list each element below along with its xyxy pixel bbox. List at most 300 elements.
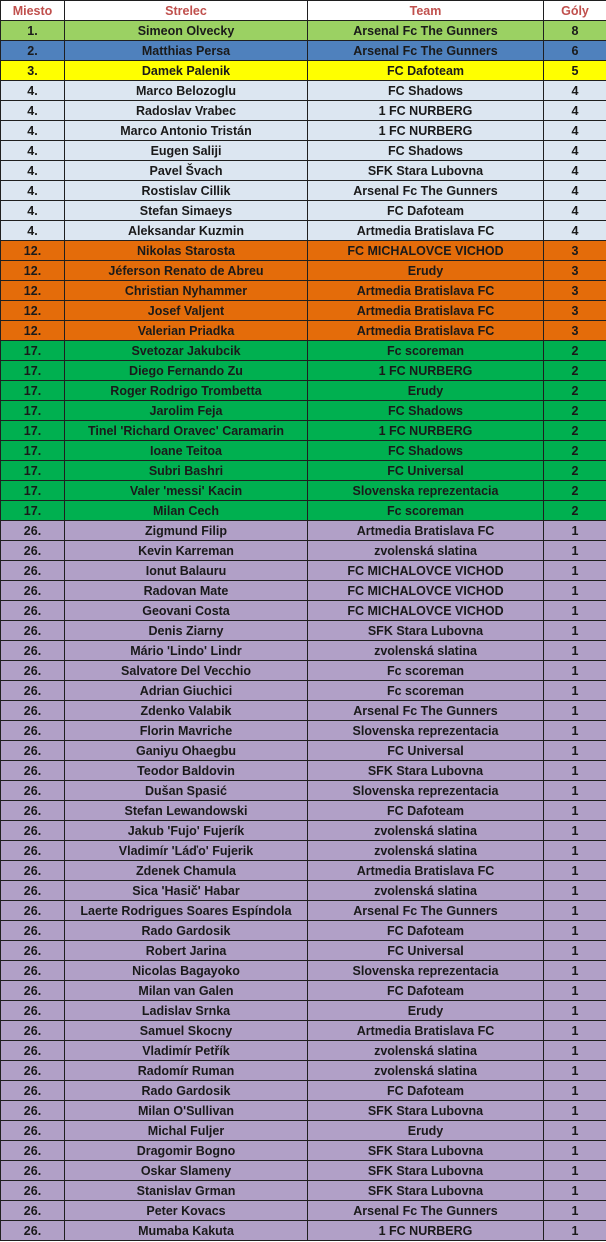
team-cell: FC Dafoteam	[308, 61, 544, 81]
goals-cell: 1	[544, 721, 606, 741]
team-cell: Arsenal Fc The Gunners	[308, 181, 544, 201]
scorer-name-cell: Valer 'messi' Kacin	[65, 481, 308, 501]
table-row	[1, 301, 606, 321]
table-row	[1, 881, 606, 901]
team-cell: Fc scoreman	[308, 661, 544, 681]
table-row	[1, 941, 606, 961]
goals-cell: 1	[544, 1141, 606, 1161]
scorer-name-cell: Subri Bashri	[65, 461, 308, 481]
goals-cell: 2	[544, 401, 606, 421]
goals-cell: 4	[544, 221, 606, 241]
scorer-name-cell: Geovani Costa	[65, 601, 308, 621]
team-cell: Arsenal Fc The Gunners	[308, 701, 544, 721]
goals-cell: 3	[544, 301, 606, 321]
table-row	[1, 841, 606, 861]
table-row	[1, 41, 606, 61]
table-row	[1, 361, 606, 381]
rank-cell: 26.	[1, 1061, 65, 1081]
rank-cell: 26.	[1, 741, 65, 761]
scorer-name-cell: Simeon Olvecky	[65, 21, 308, 41]
team-cell: FC MICHALOVCE VICHOD	[308, 601, 544, 621]
rank-cell: 4.	[1, 121, 65, 141]
goals-cell: 1	[544, 801, 606, 821]
team-cell: 1 FC NURBERG	[308, 361, 544, 381]
table-row	[1, 601, 606, 621]
goals-cell: 1	[544, 541, 606, 561]
table-row	[1, 701, 606, 721]
team-cell: Fc scoreman	[308, 501, 544, 521]
scorer-name-cell: Pavel Švach	[65, 161, 308, 181]
scorer-name-cell: Radoslav Vrabec	[65, 101, 308, 121]
goals-cell: 1	[544, 641, 606, 661]
scorer-name-cell: Roger Rodrigo Trombetta	[65, 381, 308, 401]
goals-cell: 3	[544, 241, 606, 261]
scorer-name-cell: Eugen Saliji	[65, 141, 308, 161]
goals-cell: 1	[544, 861, 606, 881]
rank-cell: 17.	[1, 501, 65, 521]
scorer-name-cell: Rado Gardosik	[65, 921, 308, 941]
table-row	[1, 1201, 606, 1221]
rank-cell: 26.	[1, 681, 65, 701]
rank-cell: 26.	[1, 1101, 65, 1121]
header-scorer: Strelec	[65, 1, 308, 21]
scorer-name-cell: Vladimír 'Láďo' Fujerik	[65, 841, 308, 861]
scorer-name-cell: Nikolas Starosta	[65, 241, 308, 261]
scorer-name-cell: Milan Cech	[65, 501, 308, 521]
goals-cell: 1	[544, 661, 606, 681]
goals-cell: 1	[544, 621, 606, 641]
scorer-name-cell: Zdenko Valabik	[65, 701, 308, 721]
team-cell: 1 FC NURBERG	[308, 421, 544, 441]
table-row	[1, 1001, 606, 1021]
goals-cell: 3	[544, 261, 606, 281]
table-row	[1, 1221, 606, 1241]
table-row	[1, 781, 606, 801]
scorer-name-cell: Ionut Balauru	[65, 561, 308, 581]
scorer-name-cell: Ioane Teitoa	[65, 441, 308, 461]
table-row	[1, 161, 606, 181]
table-row	[1, 1061, 606, 1081]
goals-cell: 4	[544, 161, 606, 181]
rank-cell: 26.	[1, 541, 65, 561]
table-row	[1, 181, 606, 201]
table-row	[1, 901, 606, 921]
team-cell: Artmedia Bratislava FC	[308, 281, 544, 301]
team-cell: FC Universal	[308, 941, 544, 961]
rank-cell: 26.	[1, 1041, 65, 1061]
scorer-name-cell: Teodor Baldovin	[65, 761, 308, 781]
goals-cell: 1	[544, 881, 606, 901]
rank-cell: 26.	[1, 721, 65, 741]
table-row	[1, 401, 606, 421]
goals-cell: 1	[544, 521, 606, 541]
rank-cell: 26.	[1, 1121, 65, 1141]
rank-cell: 26.	[1, 1001, 65, 1021]
team-cell: FC Dafoteam	[308, 801, 544, 821]
table-row	[1, 561, 606, 581]
table-row	[1, 461, 606, 481]
goals-cell: 4	[544, 141, 606, 161]
goals-cell: 8	[544, 21, 606, 41]
rank-cell: 4.	[1, 221, 65, 241]
table-row	[1, 381, 606, 401]
table-row	[1, 101, 606, 121]
team-cell: FC Shadows	[308, 141, 544, 161]
rank-cell: 26.	[1, 801, 65, 821]
scorer-name-cell: Christian Nyhammer	[65, 281, 308, 301]
rank-cell: 12.	[1, 261, 65, 281]
table-row	[1, 661, 606, 681]
goals-cell: 2	[544, 381, 606, 401]
scorer-name-cell: Ladislav Srnka	[65, 1001, 308, 1021]
scorer-name-cell: Nicolas Bagayoko	[65, 961, 308, 981]
team-cell: FC Dafoteam	[308, 1081, 544, 1101]
team-cell: Erudy	[308, 261, 544, 281]
scorer-name-cell: Jarolim Feja	[65, 401, 308, 421]
goals-cell: 1	[544, 561, 606, 581]
rank-cell: 26.	[1, 821, 65, 841]
rank-cell: 26.	[1, 1141, 65, 1161]
table-row	[1, 961, 606, 981]
table-row	[1, 1161, 606, 1181]
table-row	[1, 861, 606, 881]
goals-cell: 1	[544, 761, 606, 781]
rank-cell: 26.	[1, 641, 65, 661]
scorer-name-cell: Stefan Lewandowski	[65, 801, 308, 821]
table-row	[1, 541, 606, 561]
goals-cell: 4	[544, 81, 606, 101]
team-cell: zvolenská slatina	[308, 881, 544, 901]
table-row	[1, 821, 606, 841]
goals-cell: 1	[544, 1221, 606, 1241]
goals-cell: 4	[544, 121, 606, 141]
scorer-name-cell: Michal Fuljer	[65, 1121, 308, 1141]
goals-cell: 1	[544, 701, 606, 721]
scorer-name-cell: Jéferson Renato de Abreu	[65, 261, 308, 281]
goals-cell: 4	[544, 201, 606, 221]
scorer-name-cell: Tinel 'Richard Oravec' Caramarin	[65, 421, 308, 441]
rank-cell: 12.	[1, 321, 65, 341]
team-cell: Fc scoreman	[308, 681, 544, 701]
table-row	[1, 441, 606, 461]
rank-cell: 26.	[1, 601, 65, 621]
rank-cell: 17.	[1, 461, 65, 481]
rank-cell: 17.	[1, 381, 65, 401]
team-cell: Erudy	[308, 381, 544, 401]
team-cell: FC MICHALOVCE VICHOD	[308, 241, 544, 261]
team-cell: FC Shadows	[308, 401, 544, 421]
team-cell: FC Universal	[308, 461, 544, 481]
table-row	[1, 501, 606, 521]
goals-cell: 1	[544, 581, 606, 601]
table-row	[1, 281, 606, 301]
team-cell: FC Dafoteam	[308, 201, 544, 221]
table-row	[1, 321, 606, 341]
scorer-name-cell: Rostislav Cillik	[65, 181, 308, 201]
team-cell: Erudy	[308, 1121, 544, 1141]
rank-cell: 26.	[1, 521, 65, 541]
rank-cell: 26.	[1, 781, 65, 801]
team-cell: SFK Stara Lubovna	[308, 161, 544, 181]
team-cell: Arsenal Fc The Gunners	[308, 41, 544, 61]
header-team: Team	[308, 1, 544, 21]
goals-cell: 1	[544, 601, 606, 621]
rank-cell: 26.	[1, 701, 65, 721]
team-cell: FC Universal	[308, 741, 544, 761]
goals-cell: 3	[544, 281, 606, 301]
goals-cell: 2	[544, 361, 606, 381]
table-row	[1, 581, 606, 601]
rank-cell: 26.	[1, 861, 65, 881]
goals-cell: 1	[544, 941, 606, 961]
scorer-name-cell: Samuel Skocny	[65, 1021, 308, 1041]
table-row	[1, 421, 606, 441]
table-row	[1, 121, 606, 141]
team-cell: zvolenská slatina	[308, 641, 544, 661]
rank-cell: 26.	[1, 581, 65, 601]
goals-cell: 2	[544, 421, 606, 441]
goals-cell: 5	[544, 61, 606, 81]
team-cell: zvolenská slatina	[308, 841, 544, 861]
goals-cell: 1	[544, 741, 606, 761]
team-cell: FC MICHALOVCE VICHOD	[308, 581, 544, 601]
team-cell: Artmedia Bratislava FC	[308, 861, 544, 881]
team-cell: zvolenská slatina	[308, 1041, 544, 1061]
team-cell: Slovenska reprezentacia	[308, 721, 544, 741]
rank-cell: 4.	[1, 201, 65, 221]
goals-cell: 1	[544, 681, 606, 701]
rank-cell: 2.	[1, 41, 65, 61]
team-cell: 1 FC NURBERG	[308, 101, 544, 121]
scorer-name-cell: Vladimír Petřík	[65, 1041, 308, 1061]
rank-cell: 12.	[1, 301, 65, 321]
table-row	[1, 81, 606, 101]
rank-cell: 26.	[1, 841, 65, 861]
scorer-name-cell: Diego Fernando Zu	[65, 361, 308, 381]
scorer-name-cell: Jakub 'Fujo' Fujerík	[65, 821, 308, 841]
table-body	[1, 21, 606, 1241]
table-row	[1, 261, 606, 281]
header-goals: Góly	[544, 1, 606, 21]
scorer-name-cell: Dušan Spasić	[65, 781, 308, 801]
rank-cell: 26.	[1, 1181, 65, 1201]
team-cell: Artmedia Bratislava FC	[308, 301, 544, 321]
table-row	[1, 1141, 606, 1161]
table-row	[1, 981, 606, 1001]
rank-cell: 26.	[1, 921, 65, 941]
scorer-name-cell: Valerian Priadka	[65, 321, 308, 341]
goals-cell: 6	[544, 41, 606, 61]
goals-cell: 2	[544, 481, 606, 501]
goals-cell: 3	[544, 321, 606, 341]
team-cell: Artmedia Bratislava FC	[308, 521, 544, 541]
rank-cell: 26.	[1, 661, 65, 681]
table-row	[1, 1101, 606, 1121]
table-row	[1, 141, 606, 161]
rank-cell: 12.	[1, 241, 65, 261]
goals-cell: 2	[544, 501, 606, 521]
team-cell: 1 FC NURBERG	[308, 1221, 544, 1241]
goals-cell: 1	[544, 1061, 606, 1081]
goals-cell: 2	[544, 441, 606, 461]
rank-cell: 17.	[1, 341, 65, 361]
team-cell: Slovenska reprezentacia	[308, 481, 544, 501]
goals-cell: 1	[544, 1041, 606, 1061]
team-cell: zvolenská slatina	[308, 821, 544, 841]
table-row	[1, 681, 606, 701]
table-row	[1, 521, 606, 541]
rank-cell: 12.	[1, 281, 65, 301]
table-row	[1, 1021, 606, 1041]
rank-cell: 26.	[1, 621, 65, 641]
rank-cell: 26.	[1, 961, 65, 981]
table-row	[1, 1081, 606, 1101]
scorer-name-cell: Aleksandar Kuzmin	[65, 221, 308, 241]
scorer-name-cell: Damek Palenik	[65, 61, 308, 81]
team-cell: FC MICHALOVCE VICHOD	[308, 561, 544, 581]
team-cell: Arsenal Fc The Gunners	[308, 1201, 544, 1221]
scorer-name-cell: Dragomir Bogno	[65, 1141, 308, 1161]
scorer-name-cell: Milan van Galen	[65, 981, 308, 1001]
scorer-name-cell: Denis Ziarny	[65, 621, 308, 641]
scorer-name-cell: Salvatore Del Vecchio	[65, 661, 308, 681]
table-row	[1, 1181, 606, 1201]
scorer-name-cell: Josef Valjent	[65, 301, 308, 321]
rank-cell: 17.	[1, 421, 65, 441]
rank-cell: 26.	[1, 1221, 65, 1241]
scorer-name-cell: Laerte Rodrigues Soares Espíndola	[65, 901, 308, 921]
goals-cell: 4	[544, 181, 606, 201]
table-row	[1, 721, 606, 741]
rank-cell: 4.	[1, 181, 65, 201]
goals-cell: 1	[544, 821, 606, 841]
rank-cell: 26.	[1, 881, 65, 901]
team-cell: Artmedia Bratislava FC	[308, 321, 544, 341]
goals-cell: 1	[544, 1021, 606, 1041]
table-row	[1, 21, 606, 41]
team-cell: SFK Stara Lubovna	[308, 621, 544, 641]
goals-cell: 1	[544, 1081, 606, 1101]
team-cell: zvolenská slatina	[308, 1061, 544, 1081]
goals-cell: 1	[544, 1161, 606, 1181]
goals-cell: 4	[544, 101, 606, 121]
team-cell: FC Shadows	[308, 81, 544, 101]
scorer-name-cell: Zigmund Filip	[65, 521, 308, 541]
rank-cell: 26.	[1, 1201, 65, 1221]
rank-cell: 17.	[1, 401, 65, 421]
rank-cell: 26.	[1, 1081, 65, 1101]
rank-cell: 4.	[1, 101, 65, 121]
team-cell: FC Shadows	[308, 441, 544, 461]
table-row	[1, 801, 606, 821]
table-row	[1, 641, 606, 661]
rank-cell: 4.	[1, 141, 65, 161]
table-row	[1, 341, 606, 361]
rank-cell: 4.	[1, 81, 65, 101]
team-cell: Artmedia Bratislava FC	[308, 221, 544, 241]
goals-cell: 1	[544, 981, 606, 1001]
goals-cell: 1	[544, 1121, 606, 1141]
table-row	[1, 741, 606, 761]
table-row	[1, 481, 606, 501]
scorer-name-cell: Matthias Persa	[65, 41, 308, 61]
scorer-name-cell: Marco Belozoglu	[65, 81, 308, 101]
team-cell: FC Dafoteam	[308, 921, 544, 941]
scorer-name-cell: Peter Kovacs	[65, 1201, 308, 1221]
rank-cell: 26.	[1, 981, 65, 1001]
scorer-name-cell: Florin Mavriche	[65, 721, 308, 741]
rank-cell: 1.	[1, 21, 65, 41]
scorer-name-cell: Oskar Slameny	[65, 1161, 308, 1181]
goals-cell: 2	[544, 341, 606, 361]
header-rank: Miesto	[1, 1, 65, 21]
team-cell: SFK Stara Lubovna	[308, 761, 544, 781]
team-cell: zvolenská slatina	[308, 541, 544, 561]
team-cell: SFK Stara Lubovna	[308, 1181, 544, 1201]
scorer-name-cell: Marco Antonio Tristán	[65, 121, 308, 141]
team-cell: Erudy	[308, 1001, 544, 1021]
scorer-name-cell: Mário 'Lindo' Lindr	[65, 641, 308, 661]
goals-cell: 1	[544, 1201, 606, 1221]
scorer-name-cell: Zdenek Chamula	[65, 861, 308, 881]
table-row	[1, 201, 606, 221]
team-cell: Arsenal Fc The Gunners	[308, 901, 544, 921]
goals-cell: 1	[544, 1181, 606, 1201]
rank-cell: 17.	[1, 481, 65, 501]
scorer-name-cell: Adrian Giuchici	[65, 681, 308, 701]
team-cell: FC Dafoteam	[308, 981, 544, 1001]
rank-cell: 4.	[1, 161, 65, 181]
rank-cell: 26.	[1, 901, 65, 921]
scorer-name-cell: Svetozar Jakubcik	[65, 341, 308, 361]
scorer-name-cell: Stefan Simaeys	[65, 201, 308, 221]
scorer-name-cell: Mumaba Kakuta	[65, 1221, 308, 1241]
table-row	[1, 221, 606, 241]
table-row	[1, 61, 606, 81]
scorer-name-cell: Robert Jarina	[65, 941, 308, 961]
scorer-name-cell: Milan O'Sullivan	[65, 1101, 308, 1121]
team-cell: Arsenal Fc The Gunners	[308, 21, 544, 41]
table-row	[1, 241, 606, 261]
rank-cell: 26.	[1, 1021, 65, 1041]
goals-cell: 1	[544, 841, 606, 861]
table-row	[1, 921, 606, 941]
team-cell: SFK Stara Lubovna	[308, 1141, 544, 1161]
scorer-name-cell: Rado Gardosik	[65, 1081, 308, 1101]
rank-cell: 26.	[1, 941, 65, 961]
rank-cell: 26.	[1, 761, 65, 781]
table-row	[1, 1121, 606, 1141]
goals-cell: 1	[544, 921, 606, 941]
rank-cell: 17.	[1, 361, 65, 381]
rank-cell: 26.	[1, 561, 65, 581]
team-cell: Fc scoreman	[308, 341, 544, 361]
goals-cell: 1	[544, 781, 606, 801]
goals-cell: 1	[544, 1101, 606, 1121]
scorer-name-cell: Sica 'Hasič' Habar	[65, 881, 308, 901]
rank-cell: 3.	[1, 61, 65, 81]
header-row	[1, 1, 606, 21]
goals-cell: 2	[544, 461, 606, 481]
scorer-name-cell: Ganiyu Ohaegbu	[65, 741, 308, 761]
team-cell: SFK Stara Lubovna	[308, 1101, 544, 1121]
goals-cell: 1	[544, 1001, 606, 1021]
scorer-name-cell: Stanislav Grman	[65, 1181, 308, 1201]
team-cell: SFK Stara Lubovna	[308, 1161, 544, 1181]
team-cell: 1 FC NURBERG	[308, 121, 544, 141]
rank-cell: 26.	[1, 1161, 65, 1181]
team-cell: Artmedia Bratislava FC	[308, 1021, 544, 1041]
